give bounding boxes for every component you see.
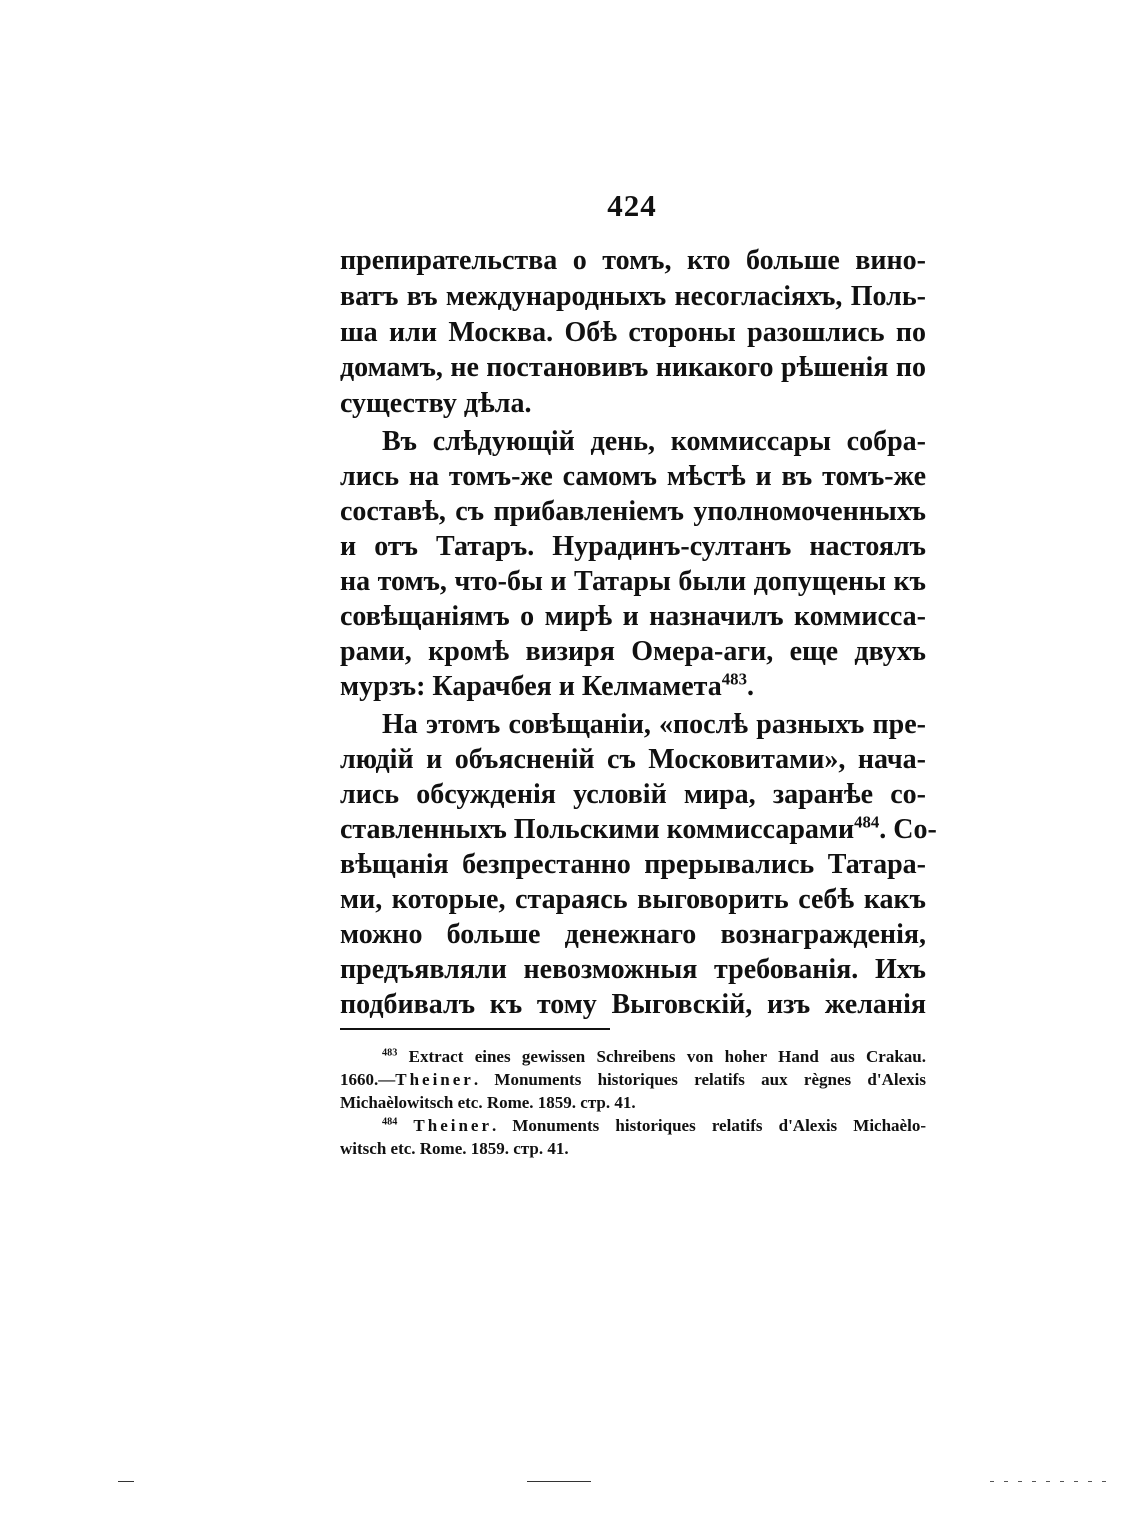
text-line: людій и объясненій съ Московитами», нача- [340, 744, 926, 775]
scan-mark [990, 1481, 1116, 1482]
footnote-483-line [382, 1046, 926, 1067]
text-line: составѣ, съ прибавленіемъ уполномоченныхъ [340, 496, 926, 527]
text-run: ставленныхъ Польскими коммиссарами [340, 814, 855, 845]
footnote-ref-484: 484 [854, 812, 880, 832]
text-line [340, 812, 937, 847]
text-line: препирательства о томъ, кто больше вино- [340, 245, 926, 276]
text-line: предъявляли невозможныя требованія. Ихъ [340, 954, 926, 985]
text-line: мурзъ: Карачбея и Келмамета$^{483}$. [340, 669, 754, 702]
footnote-text: Extract eines gewissen Schreibens von hoher Hand aus Crakau. [408, 1047, 926, 1066]
scan-mark [118, 1481, 134, 1482]
footnote-number: 484 [382, 1116, 398, 1128]
text-line: ватъ въ международныхъ несогласіяхъ, Поль- [340, 281, 926, 312]
scan-mark [527, 1481, 591, 1482]
text-line: рами, кромѣ визиря Омера-аги, еще двухъ [340, 636, 926, 667]
text-line: ша или Москва. Обѣ стороны разошлись по [340, 317, 926, 348]
text-line: вѣщанія безпрестанно прерывались Татара- [340, 849, 926, 880]
footnote-text: 1660.— [340, 1070, 396, 1089]
text-line: На этомъ совѣщаніи, «послѣ разныхъ пре- [382, 709, 926, 740]
text-line: Въ слѣдующій день, коммиссары собра- [382, 426, 926, 457]
text-line: лись обсужденія условій мира, заранѣе со- [340, 779, 926, 810]
text-line: совѣщаніямъ о мирѣ и назначилъ коммисса- [340, 601, 926, 632]
footnote-483-line: Michaèlowitsch etc. Rome. 1859. стр. 41. [340, 1093, 636, 1112]
page-number: 424 [607, 188, 657, 223]
text-line: существу дѣла. [340, 388, 532, 419]
text-line: подбивалъ къ тому Выговскій, изъ желанія [340, 989, 926, 1020]
text-line: домамъ, не постановивъ никакого рѣшенія по [340, 352, 926, 383]
footnote-text: . Monuments historiques relatifs aux règnes d'Alexis [473, 1070, 926, 1089]
text-line: лись на томъ-же самомъ мѣстѣ и въ томъ-же [340, 461, 926, 492]
footnote-483-line [340, 1069, 926, 1090]
footnote-484-line: witsch etc. Rome. 1859. стр. 41. [340, 1139, 569, 1158]
footnote-number: 483 [382, 1047, 398, 1059]
author-name: Theiner [395, 1070, 474, 1089]
footnote-text: . Monuments historiques relatifs d'Alexis Michaèlo- [492, 1116, 926, 1135]
footnote-rule [340, 1028, 610, 1030]
text-run: мурзъ: Карачбея и Келмамета [340, 671, 722, 702]
text-line: и отъ Татаръ. Нурадинъ-султанъ настоялъ [340, 531, 926, 562]
text-run: . Со- [879, 814, 937, 845]
author-name: Theiner [413, 1116, 493, 1135]
text-line: на томъ, что-бы и Татары были допущены къ [340, 566, 926, 597]
footnote-ref-483: 483 [721, 669, 747, 689]
text-line: можно больше денежнаго вознагражденія, [340, 919, 926, 950]
footnote-484-line [382, 1115, 926, 1136]
text-line: ми, которые, стараясь выговорить себѣ какъ [340, 884, 926, 915]
